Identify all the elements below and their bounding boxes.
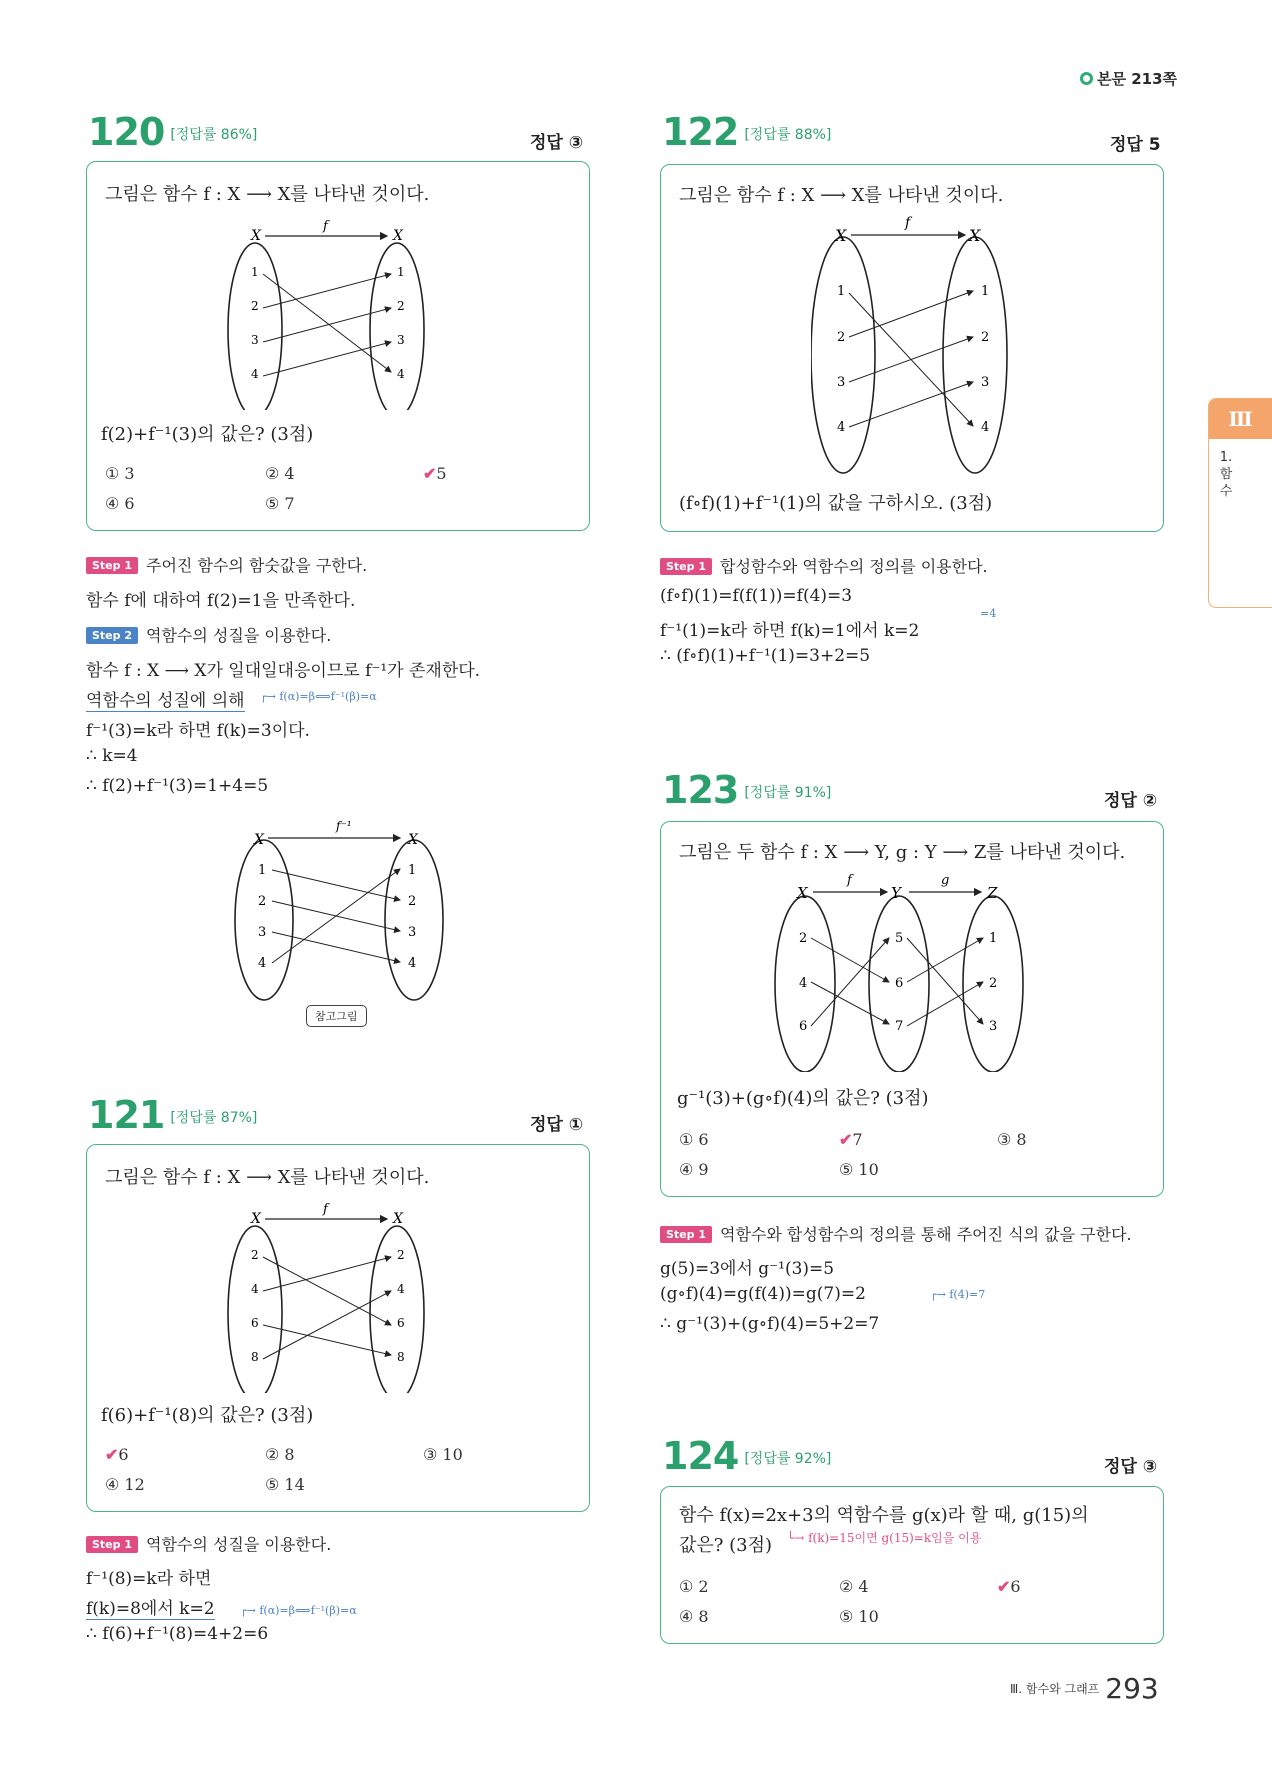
svg-text:f: f [323,220,328,234]
svg-text:8: 8 [251,1350,259,1364]
page-number: 293 [1105,1672,1159,1705]
problem-124-box [660,1486,1164,1644]
problem-123-box [660,821,1164,1197]
accuracy-rate: [정답률 88%] [744,127,832,143]
svg-text:7: 7 [895,1019,904,1034]
solution-line: f⁻¹(1)=k라 하면 f(k)=1에서 k=2 [660,621,920,641]
solution-123-step1: Step 1 역함수와 합성함수의 정의를 통해 주어진 식의 값을 구한다. [660,1222,1132,1245]
check-mark-icon: ✔ [997,1577,1011,1596]
svg-text:X: X [408,832,418,848]
svg-text:1: 1 [981,284,990,299]
solution-line: g(5)=3에서 g⁻¹(3)=5 [660,1259,835,1279]
svg-text:X: X [969,226,981,245]
svg-text:6: 6 [895,976,904,991]
accuracy-rate: [정답률 86%] [170,127,258,143]
answer-label: 정답 ① [530,1115,584,1135]
svg-text:f⁻¹: f⁻¹ [336,820,352,833]
check-mark-icon: ✔ [105,1445,119,1464]
svg-text:6: 6 [397,1316,405,1330]
question-text: 값은? (3점) [679,1535,773,1556]
svg-text:Y: Y [891,884,901,902]
solution-line: 함수 f : X ⟶ X가 일대일대응이므로 f⁻¹가 존재한다. [86,661,481,681]
problem-124-header [662,1434,831,1478]
svg-text:4: 4 [258,956,267,971]
function-diagram [227,220,427,410]
svg-text:1: 1 [989,931,998,946]
choice-4[interactable]: ④ 9 [679,1160,709,1179]
choice-1[interactable]: ① 2 [679,1577,709,1596]
choice-5[interactable]: ⑤ 10 [839,1607,879,1626]
question-text: 그림은 함수 f : X ⟶ X를 나타낸 것이다. [679,185,1004,206]
choice-5[interactable]: ⑤ 10 [839,1160,879,1179]
svg-text:8: 8 [397,1350,405,1364]
choice-3[interactable]: ✔5 [423,464,447,483]
problem-122-header [662,110,831,154]
page-reference: 본문 213쪽 [1080,68,1177,89]
problem-120-box [86,161,590,531]
solution-line: ∴ (f∘f)(1)+f⁻¹(1)=3+2=5 [660,646,871,666]
svg-text:X: X [835,226,847,245]
choice-5[interactable]: ⑤ 14 [265,1475,305,1494]
accuracy-rate: [정답률 92%] [744,1451,832,1467]
choice-1[interactable]: ① 6 [679,1130,709,1149]
question-ask: f(6)+f⁻¹(8)의 값은? (3점) [101,1405,314,1426]
choice-2[interactable]: ✔7 [839,1130,863,1149]
svg-text:4: 4 [397,1282,405,1296]
choice-4[interactable]: ④ 12 [105,1475,145,1494]
page-footer [1010,1672,1159,1705]
solution-line: 역함수의 성질에 의해 [86,686,245,712]
svg-text:X: X [251,1211,261,1227]
svg-text:2: 2 [251,1248,259,1262]
footer-title: Ⅲ. 함수와 그래프 [1010,1682,1100,1696]
svg-text:4: 4 [251,1282,259,1296]
svg-text:X: X [251,228,261,244]
choice-3[interactable]: ③ 10 [423,1445,463,1464]
svg-text:3: 3 [989,1019,998,1034]
svg-text:4: 4 [251,367,259,381]
svg-text:4: 4 [799,976,808,991]
svg-text:3: 3 [981,375,990,390]
section-label: 1. 함수 [1219,450,1233,499]
svg-text:3: 3 [258,925,267,940]
problem-number: 122 [662,110,739,154]
circle-icon [1080,72,1093,85]
svg-text:g: g [941,873,950,888]
svg-text:f: f [323,1203,328,1217]
choice-1[interactable]: ✔6 [105,1445,129,1464]
answer-label: 정답 ② [1104,791,1158,811]
solution-line: (g∘f)(4)=g(f(4))=g(7)=2 [660,1284,866,1304]
choice-3[interactable]: ③ 8 [997,1130,1027,1149]
svg-text:2: 2 [258,894,267,909]
annotation-note: ┌→ f(α)=β⟺f⁻¹(β)=α [240,1604,357,1617]
svg-text:4: 4 [408,956,417,971]
svg-text:1: 1 [251,265,259,279]
check-mark-icon: ✔ [839,1130,853,1149]
solution-line: (f∘f)(1)=f(f(1))=f(4)=3 [660,586,853,606]
svg-text:1: 1 [258,863,267,878]
accuracy-rate: [정답률 91%] [744,785,832,801]
choice-2[interactable]: ② 4 [839,1577,869,1596]
svg-text:X: X [797,884,808,902]
question-text: 그림은 함수 f : X ⟶ X를 나타낸 것이다. [105,184,430,205]
function-diagram [811,215,1011,475]
question-ask: f(2)+f⁻¹(3)의 값은? (3점) [101,424,314,445]
svg-text:1: 1 [397,265,405,279]
annotation-note: ┌→ f(4)=7 [930,1288,986,1301]
problem-122-box [660,164,1164,532]
choice-2[interactable]: ② 4 [265,464,295,483]
solution-line: f⁻¹(8)=k라 하면 [86,1569,212,1589]
svg-text:f: f [847,873,852,888]
svg-text:X: X [393,1211,403,1227]
svg-text:2: 2 [251,299,259,313]
svg-text:2: 2 [397,1248,405,1262]
solution-122-step1: Step 1 합성함수와 역함수의 정의를 이용한다. [660,554,988,577]
svg-text:2: 2 [989,976,998,991]
svg-text:4: 4 [981,420,990,435]
solution-line: ∴ g⁻¹(3)+(g∘f)(4)=5+2=7 [660,1314,880,1334]
svg-text:2: 2 [981,330,990,345]
solution-line: ∴ f(6)+f⁻¹(8)=4+2=6 [86,1624,269,1644]
solution-line: f⁻¹(3)=k라 하면 f(k)=3이다. [86,721,310,741]
choice-1[interactable]: ① 3 [105,464,135,483]
solution-line: ∴ k=4 [86,746,138,766]
svg-text:f: f [905,215,911,231]
svg-text:4: 4 [397,367,405,381]
solution-121-step1: Step 1 역함수의 성질을 이용한다. [86,1532,331,1555]
problem-123-header [662,768,831,812]
reference-label: 참고그림 [306,1005,367,1027]
solution-line: f(k)=8에서 k=2 [86,1594,215,1620]
solution-120-step1: Step 1 주어진 함수의 함숫값을 구한다. [86,553,367,576]
svg-text:2: 2 [837,330,846,345]
svg-text:6: 6 [799,1019,808,1034]
question-text: 그림은 함수 f : X ⟶ X를 나타낸 것이다. [105,1167,430,1188]
annotation-note: ┌→ f(α)=β⟺f⁻¹(β)=α [260,690,377,703]
solution-120-step2: Step 2 역함수의 성질을 이용한다. [86,623,331,646]
check-mark-icon: ✔ [423,464,437,483]
svg-text:3: 3 [251,333,259,347]
svg-text:3: 3 [397,333,405,347]
answer-label: 정답 ③ [1104,1457,1158,1477]
question-ask: g⁻¹(3)+(g∘f)(4)의 값은? (3점) [677,1088,929,1109]
svg-text:3: 3 [408,925,417,940]
problem-number: 124 [662,1434,739,1478]
solution-line: ∴ f(2)+f⁻¹(3)=1+4=5 [86,776,269,796]
question-text: 함수 f(x)=2x+3의 역함수를 g(x)라 할 때, g(15)의 [679,1505,1089,1526]
accuracy-rate: [정답률 87%] [170,1110,258,1126]
svg-text:5: 5 [895,931,904,946]
problem-121-box [86,1144,590,1512]
chapter-side-tab[interactable] [1208,398,1272,608]
svg-text:2: 2 [799,931,808,946]
svg-text:2: 2 [408,894,417,909]
svg-text:X: X [393,228,403,244]
annotation-note: =4 [980,607,997,620]
choice-4[interactable]: ④ 6 [105,494,135,513]
choice-3[interactable]: ✔6 [997,1577,1021,1596]
question-ask: (f∘f)(1)+f⁻¹(1)의 값을 구하시오. (3점) [679,493,993,514]
answer-label: 정답 ③ [530,133,584,153]
problem-121-header [88,1093,257,1137]
annotation-note: └→ f(k)=15이면 g(15)=k임을 이용 [787,1531,982,1545]
svg-text:1: 1 [408,863,417,878]
svg-text:1: 1 [837,284,846,299]
chapter-roman-numeral: Ⅲ [1209,399,1272,439]
choice-5[interactable]: ⑤ 7 [265,494,295,513]
choice-2[interactable]: ② 8 [265,1445,295,1464]
svg-text:3: 3 [837,375,846,390]
svg-text:Z: Z [987,884,998,902]
svg-text:4: 4 [837,420,846,435]
composite-function-diagram [769,872,1029,1072]
problem-number: 121 [88,1093,165,1137]
svg-text:X: X [254,832,264,848]
problem-120-header [88,110,257,154]
answer-label: 정답 5 [1110,135,1161,155]
question-text: 그림은 두 함수 f : X ⟶ Y, g : Y ⟶ Z를 나타낸 것이다. [679,842,1126,863]
svg-text:6: 6 [251,1316,259,1330]
choice-4[interactable]: ④ 8 [679,1607,709,1626]
function-diagram [227,1203,427,1393]
svg-text:2: 2 [397,299,405,313]
problem-number: 123 [662,768,739,812]
solution-line: 함수 f에 대하여 f(2)=1을 만족한다. [86,591,356,611]
reference-diagram [222,820,462,1010]
problem-number: 120 [88,110,165,154]
